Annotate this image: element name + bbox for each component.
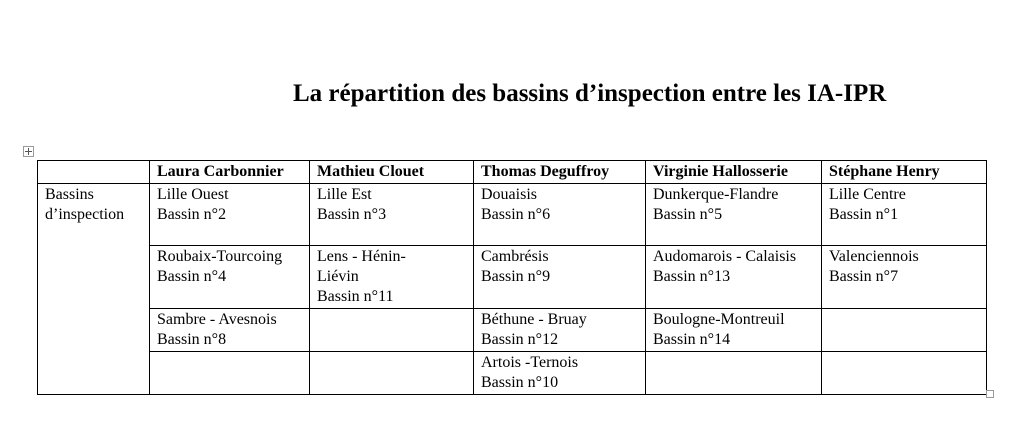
table-cell bbox=[822, 184, 987, 246]
bassin-number: Bassin n°11 bbox=[317, 288, 394, 305]
table-row bbox=[38, 352, 987, 395]
bassin-name: Lille Ouest bbox=[157, 186, 229, 203]
bassin-number: Bassin n°12 bbox=[481, 331, 559, 348]
bassin-name: Dunkerque-Flandre bbox=[653, 186, 779, 203]
header-cell-laura-carbonnier: Laura Carbonnier bbox=[150, 161, 310, 184]
bassin-name: Douaisis bbox=[481, 186, 537, 203]
table-cell bbox=[822, 246, 987, 309]
table-row bbox=[38, 309, 987, 352]
bassin-number: Bassin n°10 bbox=[481, 374, 559, 391]
table-cell-empty bbox=[822, 352, 987, 395]
table-cell bbox=[646, 246, 822, 309]
table-cell bbox=[150, 246, 310, 309]
table-cell bbox=[310, 184, 474, 246]
bassin-name: Lens - Hénin- bbox=[317, 248, 406, 265]
header-cell-virginie-hallosserie: Virginie Hallosserie bbox=[646, 161, 822, 184]
header-cell-thomas-deguffroy: Thomas Deguffroy bbox=[474, 161, 646, 184]
table-row bbox=[38, 246, 987, 309]
bassin-name: Lille Centre bbox=[829, 186, 906, 203]
bassin-number: Bassin n°8 bbox=[157, 331, 227, 348]
header-cell-mathieu-clouet: Mathieu Clouet bbox=[310, 161, 474, 184]
bassin-name: Roubaix-Tourcoing bbox=[157, 248, 283, 265]
bassin-name-continued: Liévin bbox=[317, 268, 359, 285]
table-cell bbox=[646, 309, 822, 352]
bassin-number: Bassin n°4 bbox=[157, 268, 227, 285]
table-cell bbox=[474, 246, 646, 309]
table-move-handle-icon[interactable] bbox=[23, 146, 34, 157]
table-cell bbox=[150, 309, 310, 352]
row-label-line: d’inspection bbox=[45, 206, 125, 223]
bassin-name: Boulogne-Montreuil bbox=[653, 311, 785, 328]
bassin-number: Bassin n°5 bbox=[653, 206, 723, 223]
table-cell-empty bbox=[310, 352, 474, 395]
bassin-number: Bassin n°3 bbox=[317, 206, 387, 223]
bassin-name: Audomarois - Calaisis bbox=[653, 248, 797, 265]
table-row bbox=[38, 184, 987, 246]
bassin-name: Artois -Ternois bbox=[481, 354, 579, 371]
header-cell-stephane-henry: Stéphane Henry bbox=[822, 161, 987, 184]
row-label-cell bbox=[38, 184, 150, 395]
header-cell-empty bbox=[38, 161, 150, 184]
bassin-number: Bassin n°13 bbox=[653, 268, 731, 285]
bassin-number: Bassin n°7 bbox=[829, 268, 899, 285]
bassins-table bbox=[37, 160, 987, 395]
bassin-name: Valenciennois bbox=[829, 248, 919, 265]
table-resize-handle-icon[interactable] bbox=[986, 390, 994, 398]
document-title: La répartition des bassins d’inspection entre les IA-IPR bbox=[293, 80, 887, 107]
table-cell bbox=[474, 309, 646, 352]
bassin-name: Lille Est bbox=[317, 186, 372, 203]
table-cell-empty bbox=[646, 352, 822, 395]
row-label-line: Bassins bbox=[45, 186, 94, 203]
bassin-number: Bassin n°6 bbox=[481, 206, 551, 223]
table-cell bbox=[474, 352, 646, 395]
table-cell bbox=[474, 184, 646, 246]
bassin-name: Cambrésis bbox=[481, 248, 549, 265]
bassin-name: Béthune - Bruay bbox=[481, 311, 587, 328]
table-cell-empty bbox=[310, 309, 474, 352]
table-cell-empty bbox=[822, 309, 987, 352]
table-cell-empty bbox=[150, 352, 310, 395]
table-cell bbox=[310, 246, 474, 309]
bassin-number: Bassin n°9 bbox=[481, 268, 551, 285]
table-cell bbox=[646, 184, 822, 246]
bassin-number: Bassin n°1 bbox=[829, 206, 899, 223]
bassin-number: Bassin n°14 bbox=[653, 331, 731, 348]
bassin-number: Bassin n°2 bbox=[157, 206, 227, 223]
table-header-row bbox=[38, 161, 987, 184]
bassin-name: Sambre - Avesnois bbox=[157, 311, 277, 328]
table-cell bbox=[150, 184, 310, 246]
